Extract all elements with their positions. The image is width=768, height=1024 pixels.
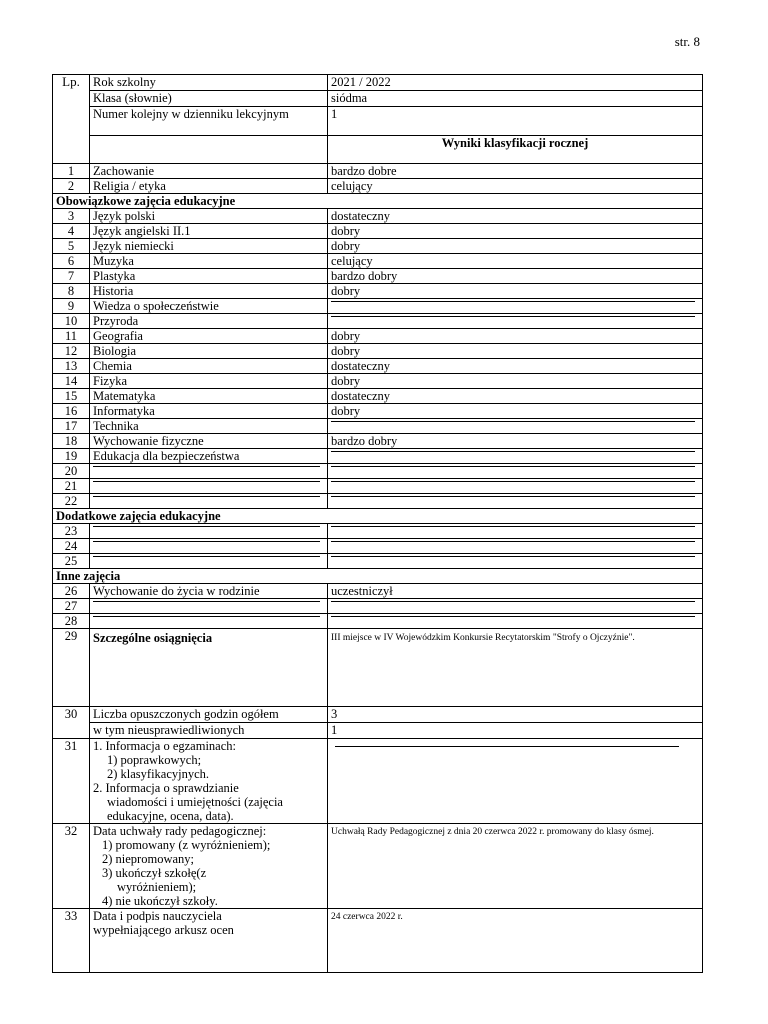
row-number: 21 [53,479,90,494]
subject-cell: Wiedza o społeczeństwie [90,299,328,314]
table-row [53,269,703,284]
subject-cell: Język niemiecki [90,239,328,254]
table-row [53,209,703,224]
blank-line [93,526,320,527]
grade-cell [328,299,703,314]
table-row [53,449,703,464]
subject-cell [90,614,328,629]
row-number: 30 [53,707,90,739]
subject-cell: Wychowanie do życia w rodzinie [90,584,328,599]
blank-line [331,301,695,302]
subject-cell [90,599,328,614]
blank-line [93,481,320,482]
blank-line [331,451,695,452]
grade-cell: bardzo dobry [328,269,703,284]
grade-cell: dobry [328,239,703,254]
resolution-line: 4) nie ukończył szkoły. [102,894,218,908]
subject-cell: Wychowanie fizyczne [90,434,328,449]
blank-line [331,421,695,422]
grade-cell [328,314,703,329]
grade-cell: bardzo dobry [328,434,703,449]
unexcused-label: w tym nieusprawiedliwionych [90,723,328,739]
subject-cell [90,554,328,569]
section-title: Obowiązkowe zajęcia edukacyjne [53,194,703,209]
table-row [53,434,703,449]
grade-cell: celujący [328,179,703,194]
subject-cell [90,479,328,494]
table-row [53,314,703,329]
row-number: 2 [53,179,90,194]
grade-cell: uczestniczył [328,584,703,599]
row-number: 19 [53,449,90,464]
table-row [53,239,703,254]
subject-cell: Biologia [90,344,328,359]
grade-cell: dobry [328,284,703,299]
resolution-line: Data uchwały rady pedagogicznej: [93,824,267,838]
table-row [53,524,703,539]
subject-cell: Edukacja dla bezpieczeństwa [90,449,328,464]
row-number: 29 [53,629,90,707]
subject-cell: Muzyka [90,254,328,269]
exams-line: 1. Informacja o egzaminach: [93,739,236,753]
blank-line [93,616,320,617]
grade-cell: dobry [328,224,703,239]
table-row [53,179,703,194]
subject-cell: Zachowanie [90,164,328,179]
subject-cell: Przyroda [90,314,328,329]
blank-line [331,601,695,602]
school-year-label: Rok szkolny [90,75,328,91]
subject-cell: Geografia [90,329,328,344]
table-row [53,299,703,314]
blank-line [331,496,695,497]
row-number: 14 [53,374,90,389]
table-row [53,614,703,629]
section-title: Inne zajęcia [53,569,703,584]
blank-line [335,746,679,747]
school-year-value: 2021 / 2022 [328,75,703,91]
blank-line [331,481,695,482]
signature-value: 24 czerwca 2022 r. [328,909,703,973]
row-number: 12 [53,344,90,359]
grade-cell [328,494,703,509]
achievements-value: III miejsce w IV Wojewódzkim Konkursie Recytatorskim "Strofy o Ojczyźnie". [328,629,703,707]
row-number: 1 [53,164,90,179]
table-row [53,329,703,344]
blank-line [331,556,695,557]
grade-cell [328,554,703,569]
row-number: 20 [53,464,90,479]
table-row [53,494,703,509]
section-title: Dodatkowe zajęcia edukacyjne [53,509,703,524]
grade-cell: celujący [328,254,703,269]
subject-cell: Informatyka [90,404,328,419]
empty-header-cell [90,136,328,164]
grade-cell [328,599,703,614]
grade-cell [328,614,703,629]
signature-row [53,909,703,973]
exams-line: 2) klasyfikacyjnych. [107,767,210,781]
absences-label: Liczba opuszczonych godzin ogółem [90,707,328,723]
blank-line [93,556,320,557]
grade-cell: dostateczny [328,359,703,374]
exams-line: edukacyjne, ocena, data). [107,809,234,823]
table-row [53,164,703,179]
subject-cell: Język angielski II.1 [90,224,328,239]
row-number: 5 [53,239,90,254]
subject-cell [90,494,328,509]
class-value: siódma [328,91,703,107]
exams-line: 2. Informacja o sprawdzianie [93,781,239,795]
row-number: 11 [53,329,90,344]
section-row [53,569,703,584]
table-row [53,419,703,434]
row-number: 17 [53,419,90,434]
section-row [53,509,703,524]
table-row [53,479,703,494]
grade-cell [328,449,703,464]
blank-line [331,541,695,542]
table-row [53,539,703,554]
blank-line [93,496,320,497]
blank-line [93,466,320,467]
row-number: 31 [53,739,90,824]
grade-cell [328,524,703,539]
subject-cell: Historia [90,284,328,299]
blank-line [93,601,320,602]
grade-cell [328,464,703,479]
exams-info-label [90,739,328,824]
resolution-line: wyróżnieniem); [117,880,197,894]
resolution-line: 3) ukończył szkołę(z [102,866,207,880]
unexcused-value: 1 [328,723,703,739]
absences-row [53,707,703,723]
resolution-line: 1) promowany (z wyróżnieniem); [102,838,271,852]
grade-cell: dostateczny [328,389,703,404]
grade-cell [328,479,703,494]
row-number: 6 [53,254,90,269]
table-row [53,224,703,239]
subject-cell: Plastyka [90,269,328,284]
resolution-row [53,824,703,909]
row-number: 15 [53,389,90,404]
subject-cell [90,464,328,479]
subject-cell [90,524,328,539]
subject-cell [90,539,328,554]
table-row [53,284,703,299]
row-number: 27 [53,599,90,614]
grade-cell: bardzo dobre [328,164,703,179]
grade-sheet-table [52,74,703,973]
row-number: 22 [53,494,90,509]
lp-header: Lp. [53,75,90,164]
table-row [53,404,703,419]
row-number: 3 [53,209,90,224]
grade-cell: dostateczny [328,209,703,224]
row-number: 26 [53,584,90,599]
row-number: 10 [53,314,90,329]
achievements-label: Szczególne osiągnięcia [90,629,328,707]
blank-line [331,616,695,617]
resolution-value: Uchwałą Rady Pedagogicznej z dnia 20 czerwca 2022 r. promowany do klasy ósmej. [328,824,703,909]
signature-line: Data i podpis nauczyciela [93,909,222,923]
table-row [53,599,703,614]
table-row [53,584,703,599]
journal-number-label: Numer kolejny w dzienniku lekcyjnym [90,107,328,136]
grade-cell: dobry [328,329,703,344]
row-number: 24 [53,539,90,554]
subject-cell: Chemia [90,359,328,374]
table-row [53,254,703,269]
row-number: 25 [53,554,90,569]
section-row [53,194,703,209]
exams-info-value [328,739,703,824]
resolution-label [90,824,328,909]
table-row [53,359,703,374]
row-number: 13 [53,359,90,374]
unexcused-row [53,723,703,739]
journal-number-value: 1 [328,107,703,136]
table-row [53,464,703,479]
exams-line: wiadomości i umiejętności (zajęcia [107,795,283,809]
row-number: 16 [53,404,90,419]
exams-line: 1) poprawkowych; [107,753,202,767]
row-number: 23 [53,524,90,539]
grade-cell [328,539,703,554]
subject-cell: Fizyka [90,374,328,389]
blank-line [93,541,320,542]
grade-cell: dobry [328,404,703,419]
absences-value: 3 [328,707,703,723]
table-row [53,374,703,389]
page-number: str. 8 [674,34,700,49]
grade-cell [328,419,703,434]
table-row [53,389,703,404]
signature-label [90,909,328,973]
row-number: 33 [53,909,90,973]
row-number: 4 [53,224,90,239]
grade-cell: dobry [328,374,703,389]
resolution-line: 2) niepromowany; [102,852,194,866]
row-number: 28 [53,614,90,629]
row-number: 8 [53,284,90,299]
subject-cell: Matematyka [90,389,328,404]
row-number: 18 [53,434,90,449]
grade-cell: dobry [328,344,703,359]
table-row [53,344,703,359]
subject-cell: Technika [90,419,328,434]
row-number: 9 [53,299,90,314]
class-label: Klasa (słownie) [90,91,328,107]
subject-cell: Religia / etyka [90,179,328,194]
row-number: 32 [53,824,90,909]
blank-line [331,316,695,317]
blank-line [331,526,695,527]
table-row [53,554,703,569]
blank-line [331,466,695,467]
subject-cell: Język polski [90,209,328,224]
row-number: 7 [53,269,90,284]
achievements-row [53,629,703,707]
results-title: Wyniki klasyfikacji rocznej [328,136,703,164]
signature-line: wypełniającego arkusz ocen [93,923,234,937]
exams-info-row [53,739,703,824]
